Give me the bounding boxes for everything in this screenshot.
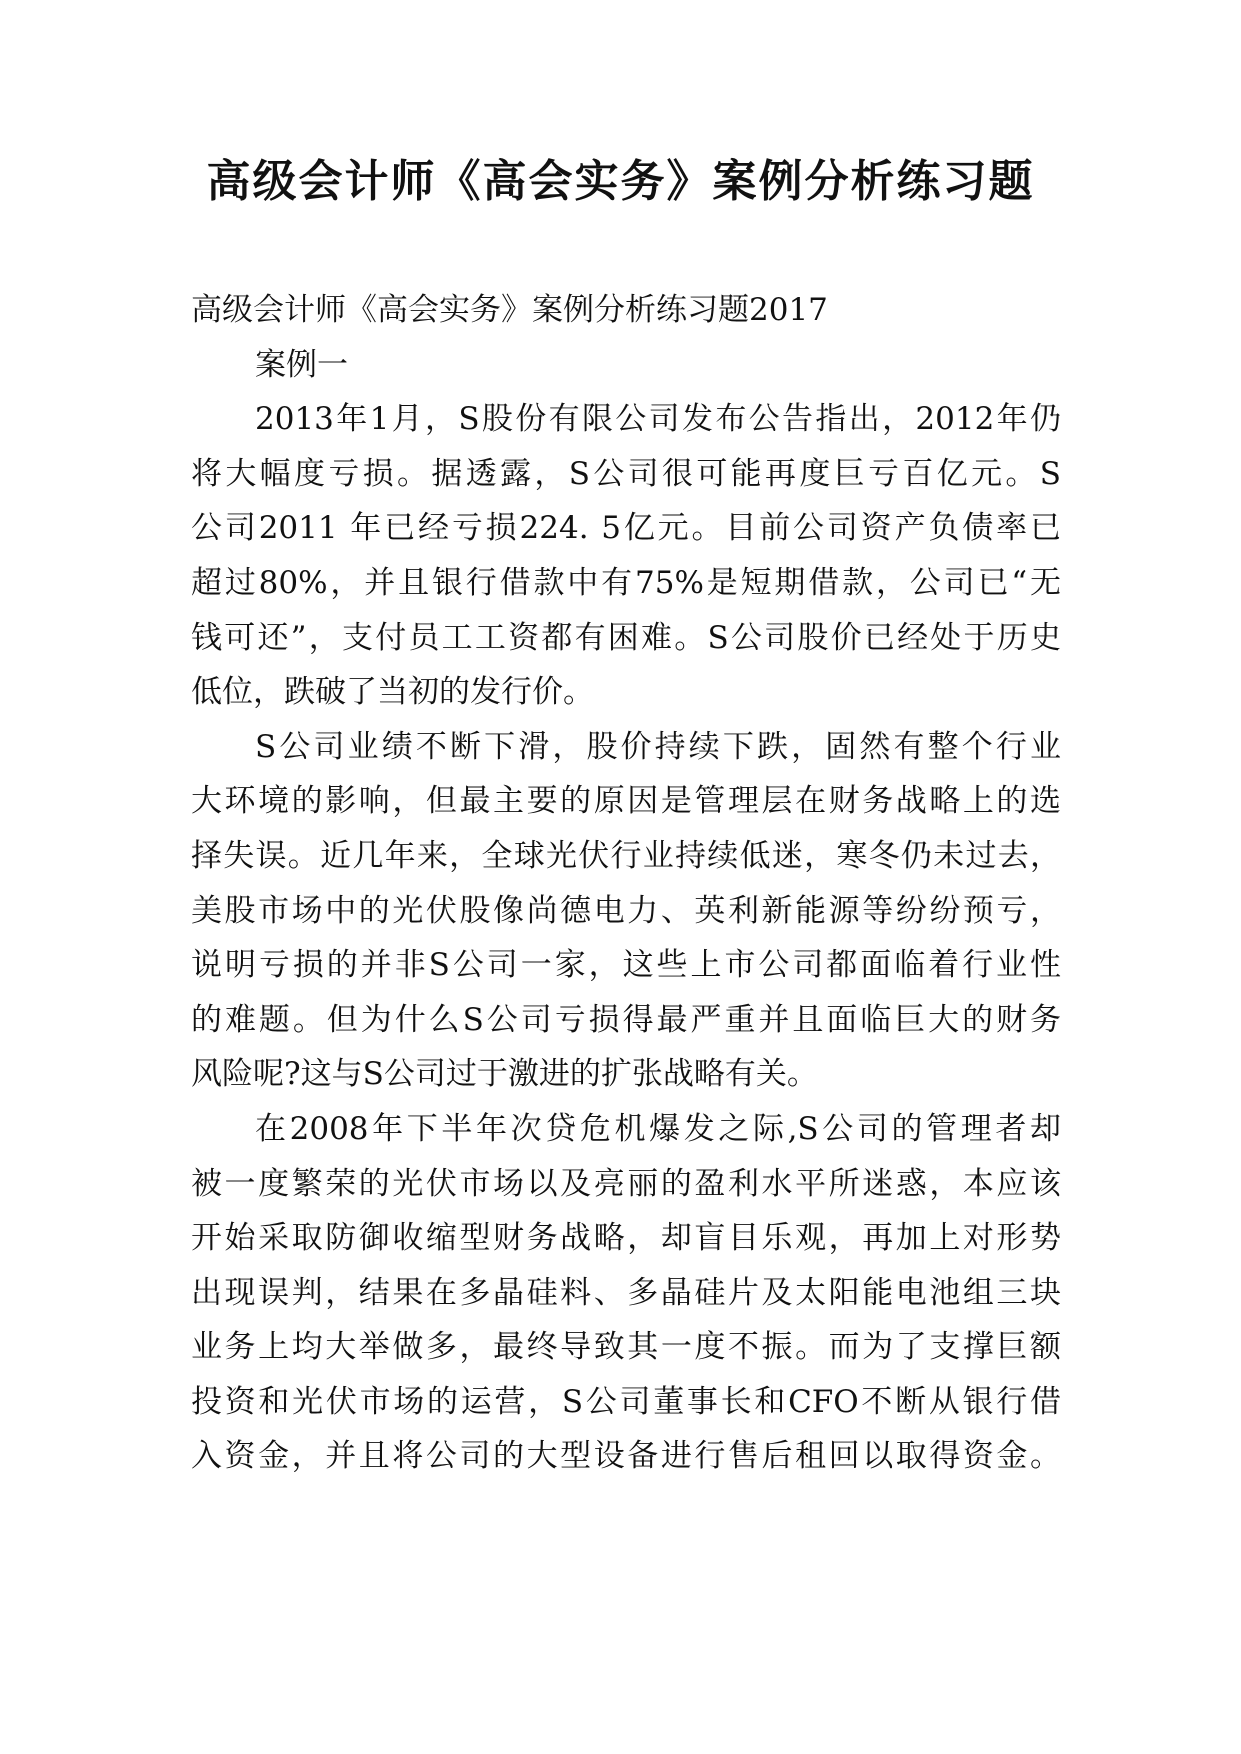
paragraph-line: 在2008年下半年次贷危机爆发之际,S公司的管理者却	[255, 1110, 1061, 1147]
case-label: 案例一	[255, 346, 348, 383]
paragraph-line: 的难题。但为什么S公司亏损得最严重并且面临巨大的财务	[191, 1001, 1061, 1038]
paragraph-line: 开始采取防御收缩型财务战略，却盲目乐观，再加上对形势	[191, 1220, 1061, 1257]
paragraph-line: 说明亏损的并非S公司一家，这些上市公司都面临着行业性	[191, 947, 1061, 984]
paragraph-line: 低位，跌破了当初的发行价。	[191, 674, 594, 711]
paragraph-line: 被一度繁荣的光伏市场以及亮丽的盈利水平所迷惑，本应该	[191, 1165, 1061, 1202]
paragraph-line: 业务上均大举做多，最终导致其一度不振。而为了支撑巨额	[191, 1329, 1061, 1366]
paragraph-line: 入资金，并且将公司的大型设备进行售后租回以取得资金。	[191, 1438, 1061, 1475]
paragraph-line: 投资和光伏市场的运营，S公司董事长和CFO不断从银行借	[191, 1383, 1061, 1420]
document-subtitle: 高级会计师《高会实务》案例分析练习题2017	[191, 292, 828, 328]
paragraph-line: 公司2011 年已经亏损224. 5亿元。目前公司资产负债率已	[191, 510, 1061, 547]
paragraph-line: S公司业绩不断下滑，股价持续下跌，固然有整个行业	[255, 728, 1061, 765]
document-body	[191, 283, 1061, 1484]
paragraph-line: 超过80%，并且银行借款中有75%是短期借款，公司已“无	[191, 564, 1061, 601]
paragraph-line: 风险呢?这与S公司过于激进的扩张战略有关。	[191, 1056, 818, 1093]
paragraph-line: 美股市场中的光伏股像尚德电力、英利新能源等纷纷预亏，	[191, 892, 1061, 929]
paragraph-line: 大环境的影响，但最主要的原因是管理层在财务战略上的选	[191, 783, 1061, 820]
document-title: 高级会计师《高会实务》案例分析练习题	[206, 156, 1035, 207]
paragraph-2	[191, 720, 1061, 1102]
paragraph-line: 2013年1月，S股份有限公司发布公告指出，2012年仍	[255, 401, 1061, 438]
paragraph-1	[191, 392, 1061, 720]
paragraph-3	[191, 1102, 1061, 1484]
paragraph-line: 将大幅度亏损。据透露，S公司很可能再度巨亏百亿元。S	[191, 455, 1061, 492]
paragraph-line: 出现误判，结果在多晶硅料、多晶硅片及太阳能电池组三块	[191, 1274, 1061, 1311]
paragraph-line: 钱可还”，支付员工工资都有困难。S公司股价已经处于历史	[191, 619, 1061, 656]
paragraph-line: 择失误。近几年来，全球光伏行业持续低迷，寒冬仍未过去，	[191, 837, 1061, 874]
